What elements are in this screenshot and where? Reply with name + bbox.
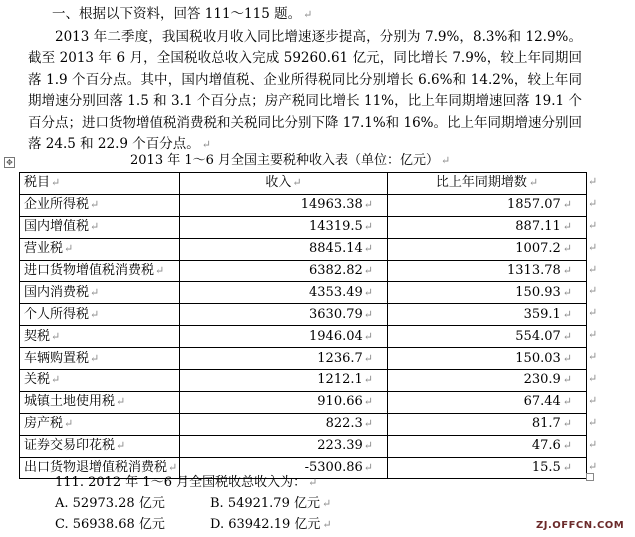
- table-row: [20, 238, 587, 260]
- table-row: [20, 435, 587, 457]
- table-cell: [180, 304, 388, 326]
- table-row: [20, 326, 587, 348]
- option-c: C. 56938.68 亿元: [55, 517, 165, 532]
- cell-text: 1857.07: [507, 197, 561, 213]
- cell-end-mark: ↵: [363, 395, 373, 409]
- row-end-mark: ↵: [588, 263, 598, 276]
- row-end-mark: ↵: [588, 175, 598, 188]
- cell-end-mark: ↵: [90, 307, 100, 321]
- cell-text: 1212.1: [317, 372, 363, 388]
- cell-end-mark: ↵: [528, 176, 539, 190]
- table-cell: [20, 238, 180, 260]
- cell-end-mark: ↵: [363, 220, 373, 234]
- table-move-handle-icon[interactable]: ✥: [4, 157, 15, 168]
- table-cell: [388, 326, 587, 348]
- cell-end-mark: ↵: [90, 220, 100, 234]
- cell-text: 进口货物增值税消费税: [24, 263, 155, 278]
- cell-end-mark: ↵: [562, 329, 572, 343]
- cell-end-mark: ↵: [562, 264, 572, 277]
- cell-end-mark: ↵: [51, 176, 61, 190]
- table-cell: [180, 282, 388, 304]
- cell-text: 比上年同期增数: [435, 175, 527, 191]
- cell-text: 房产税: [24, 416, 64, 432]
- cell-end-mark: ↵: [363, 285, 373, 299]
- cell-end-mark: ↵: [363, 439, 373, 453]
- table-cell: [388, 194, 587, 216]
- row-end-mark: ↵: [588, 284, 598, 297]
- option-b: B. 54921.79 亿元 ↵: [210, 496, 332, 511]
- cell-end-mark: ↵: [363, 461, 373, 475]
- cell-end-mark: ↵: [51, 329, 61, 343]
- table-row: [20, 194, 587, 216]
- row-end-mark: ↵: [588, 241, 598, 254]
- cell-text: 14963.38: [300, 197, 363, 213]
- table-cell: [388, 457, 587, 479]
- cell-end-mark: ↵: [292, 176, 302, 190]
- cell-end-mark: ↵: [155, 264, 165, 277]
- cell-text: 15.5: [531, 460, 561, 476]
- cell-end-mark: ↵: [363, 242, 373, 256]
- cell-text: 个人所得税: [24, 306, 90, 322]
- table-cell: [180, 326, 388, 348]
- cell-end-mark: ↵: [562, 285, 572, 299]
- table-cell: [180, 216, 388, 238]
- site-watermark: ZJ.OFFCN.COM: [536, 520, 625, 531]
- table-row: [20, 304, 587, 326]
- cell-text: 3630.79: [309, 306, 363, 322]
- cell-text: 81.7: [531, 416, 561, 432]
- cell-text: 887.11: [515, 219, 561, 235]
- table-cell: [388, 304, 587, 326]
- table-header-row: [20, 173, 587, 195]
- cell-text: 230.9: [523, 372, 561, 388]
- cell-text: 1007.2: [515, 241, 561, 257]
- table-cell: [180, 238, 388, 260]
- paragraph-mark: ↵: [303, 8, 313, 21]
- cell-end-mark: ↵: [363, 329, 373, 343]
- row-end-mark: ↵: [588, 460, 598, 473]
- cell-text: 359.1: [523, 306, 561, 322]
- cell-text: 822.3: [325, 416, 363, 432]
- table-row: [20, 370, 587, 392]
- row-end-mark: ↵: [588, 416, 598, 429]
- cell-text: 47.6: [531, 438, 561, 454]
- table-header-cell: [20, 173, 180, 195]
- table-cell: [20, 391, 180, 413]
- cell-end-mark: ↵: [562, 242, 572, 256]
- question-text: 111. 2012 年 1～6 月全国税收总收入为： ↵: [55, 475, 318, 490]
- row-end-mark: ↵: [588, 328, 598, 341]
- cell-end-mark: ↵: [116, 439, 126, 453]
- cell-end-mark: ↵: [562, 220, 572, 234]
- cell-end-mark: ↵: [363, 417, 373, 431]
- table-cell: [388, 391, 587, 413]
- cell-end-mark: ↵: [562, 395, 572, 409]
- cell-text: 国内增值税: [24, 219, 90, 235]
- table-cell: [20, 435, 180, 457]
- table-cell: [388, 260, 587, 282]
- row-end-mark: ↵: [588, 219, 598, 232]
- cell-end-mark: ↵: [90, 351, 100, 365]
- table-header-cell: [180, 173, 388, 195]
- cell-text: 营业税: [24, 241, 64, 257]
- row-end-mark: ↵: [588, 350, 598, 363]
- cell-end-mark: ↵: [562, 373, 572, 387]
- table-cell: [20, 348, 180, 370]
- table-cell: [388, 216, 587, 238]
- cell-end-mark: ↵: [562, 461, 572, 475]
- table-cell: [388, 413, 587, 435]
- row-end-mark: ↵: [588, 438, 598, 451]
- table-cell: [180, 435, 388, 457]
- section-heading: 一、根据以下资料，回答 111～115 题。 ↵: [52, 6, 313, 22]
- row-end-mark: ↵: [588, 394, 598, 407]
- table-row: [20, 282, 587, 304]
- cell-end-mark: ↵: [168, 461, 178, 475]
- table-cell: [388, 370, 587, 392]
- table-cell: [20, 216, 180, 238]
- table-row: [20, 260, 587, 282]
- source-paragraph: 2013 年二季度，我国税收月收入同比增速逐步提高，分别为 7.9%，8.3%和 12.9%。截至 2013 年 6 月，全国税收总收入完成 59260.61 亿元，同比增长 7.9%，较上年同期回落 1.9 个百分点。其中，国内增值税、企业所得税同比分别增长 6.6%和 14.2%，较上年同期增速分别回落 1.5 和 3.1 个百分点；房产税同比增长 11%，比上年同期增速回落 19.1 个百分点；进口货物增值税消费税和关税同比分别下降 17.1%和 16%。比上年同期增速分别回落 24.5 和 22.9 个百分点。 ↵: [28, 29, 582, 153]
- table-cell: [388, 348, 587, 370]
- paragraph-mark: ↵: [441, 154, 451, 167]
- table-cell: [180, 260, 388, 282]
- table-cell: [388, 238, 587, 260]
- cell-text: 4353.49: [309, 284, 363, 300]
- cell-end-mark: ↵: [363, 373, 373, 387]
- paragraph-mark: ↵: [322, 518, 332, 531]
- cell-text: 8845.14: [309, 241, 363, 257]
- cell-end-mark: ↵: [64, 417, 74, 431]
- cell-text: 554.07: [515, 328, 561, 344]
- cell-end-mark: ↵: [363, 351, 373, 365]
- table-cell: [388, 435, 587, 457]
- cell-text: 67.44: [523, 394, 561, 410]
- row-end-mark: ↵: [588, 372, 598, 385]
- cell-text: 证券交易印花税: [24, 438, 116, 454]
- cell-end-mark: ↵: [562, 198, 572, 212]
- cell-text: 1313.78: [507, 263, 561, 278]
- table-resize-handle[interactable]: [586, 473, 594, 481]
- cell-text: 150.03: [515, 350, 561, 366]
- cell-end-mark: ↵: [51, 373, 61, 387]
- table-cell: [20, 260, 180, 282]
- table-header-cell: [388, 173, 587, 195]
- table-cell: [20, 304, 180, 326]
- cell-end-mark: ↵: [363, 198, 373, 212]
- cell-text: 150.93: [515, 284, 561, 300]
- cell-text: 223.39: [317, 438, 363, 454]
- cell-end-mark: ↵: [562, 439, 572, 453]
- cell-text: 国内消费税: [24, 284, 90, 300]
- table-cell: [20, 370, 180, 392]
- table-cell: [20, 413, 180, 435]
- cell-text: 出口货物退增值税消费税: [24, 460, 168, 476]
- cell-text: 910.66: [317, 394, 363, 410]
- cell-text: 14319.5: [309, 219, 363, 235]
- table-row: [20, 216, 587, 238]
- table-cell: [180, 348, 388, 370]
- tax-revenue-table: [19, 172, 587, 479]
- cell-text: 车辆购置税: [24, 350, 90, 366]
- cell-end-mark: ↵: [562, 307, 572, 321]
- cell-text: 企业所得税: [24, 197, 90, 213]
- cell-end-mark: ↵: [562, 417, 572, 431]
- cell-text: 城镇土地使用税: [24, 394, 116, 410]
- table-cell: [20, 326, 180, 348]
- cell-text: 1946.04: [309, 328, 363, 344]
- table-cell: [180, 413, 388, 435]
- paragraph-mark: ↵: [308, 476, 318, 489]
- table-cell: [20, 282, 180, 304]
- option-a: A. 52973.28 亿元: [55, 496, 165, 511]
- table-cell: [20, 194, 180, 216]
- row-end-mark: ↵: [588, 197, 598, 210]
- cell-text: 1236.7: [317, 350, 363, 366]
- table-row: [20, 348, 587, 370]
- paragraph-mark: ↵: [201, 138, 212, 152]
- cell-end-mark: ↵: [363, 264, 373, 277]
- table-row: [20, 391, 587, 413]
- table-cell: [180, 391, 388, 413]
- cell-text: -5300.86: [304, 460, 363, 476]
- cell-end-mark: ↵: [90, 285, 100, 299]
- cell-end-mark: ↵: [562, 351, 572, 365]
- cell-text: 收入: [265, 175, 292, 191]
- table-cell: [388, 282, 587, 304]
- cell-end-mark: ↵: [363, 307, 373, 321]
- cell-text: 契税: [24, 328, 51, 344]
- table-caption: 2013 年 1～6 月全国主要税种收入表（单位：亿元） ↵: [130, 153, 451, 168]
- paragraph-mark: ↵: [321, 497, 332, 510]
- cell-end-mark: ↵: [116, 395, 126, 409]
- table-cell: [180, 370, 388, 392]
- cell-end-mark: ↵: [90, 198, 100, 212]
- row-end-mark: ↵: [588, 306, 598, 319]
- cell-text: 6382.82: [309, 263, 363, 278]
- option-d: D. 63942.19 亿元 ↵: [210, 517, 332, 532]
- table-row: [20, 413, 587, 435]
- table-cell: [180, 194, 388, 216]
- cell-end-mark: ↵: [64, 242, 74, 256]
- cell-text: 税目: [24, 175, 51, 191]
- cell-text: 关税: [24, 372, 51, 388]
